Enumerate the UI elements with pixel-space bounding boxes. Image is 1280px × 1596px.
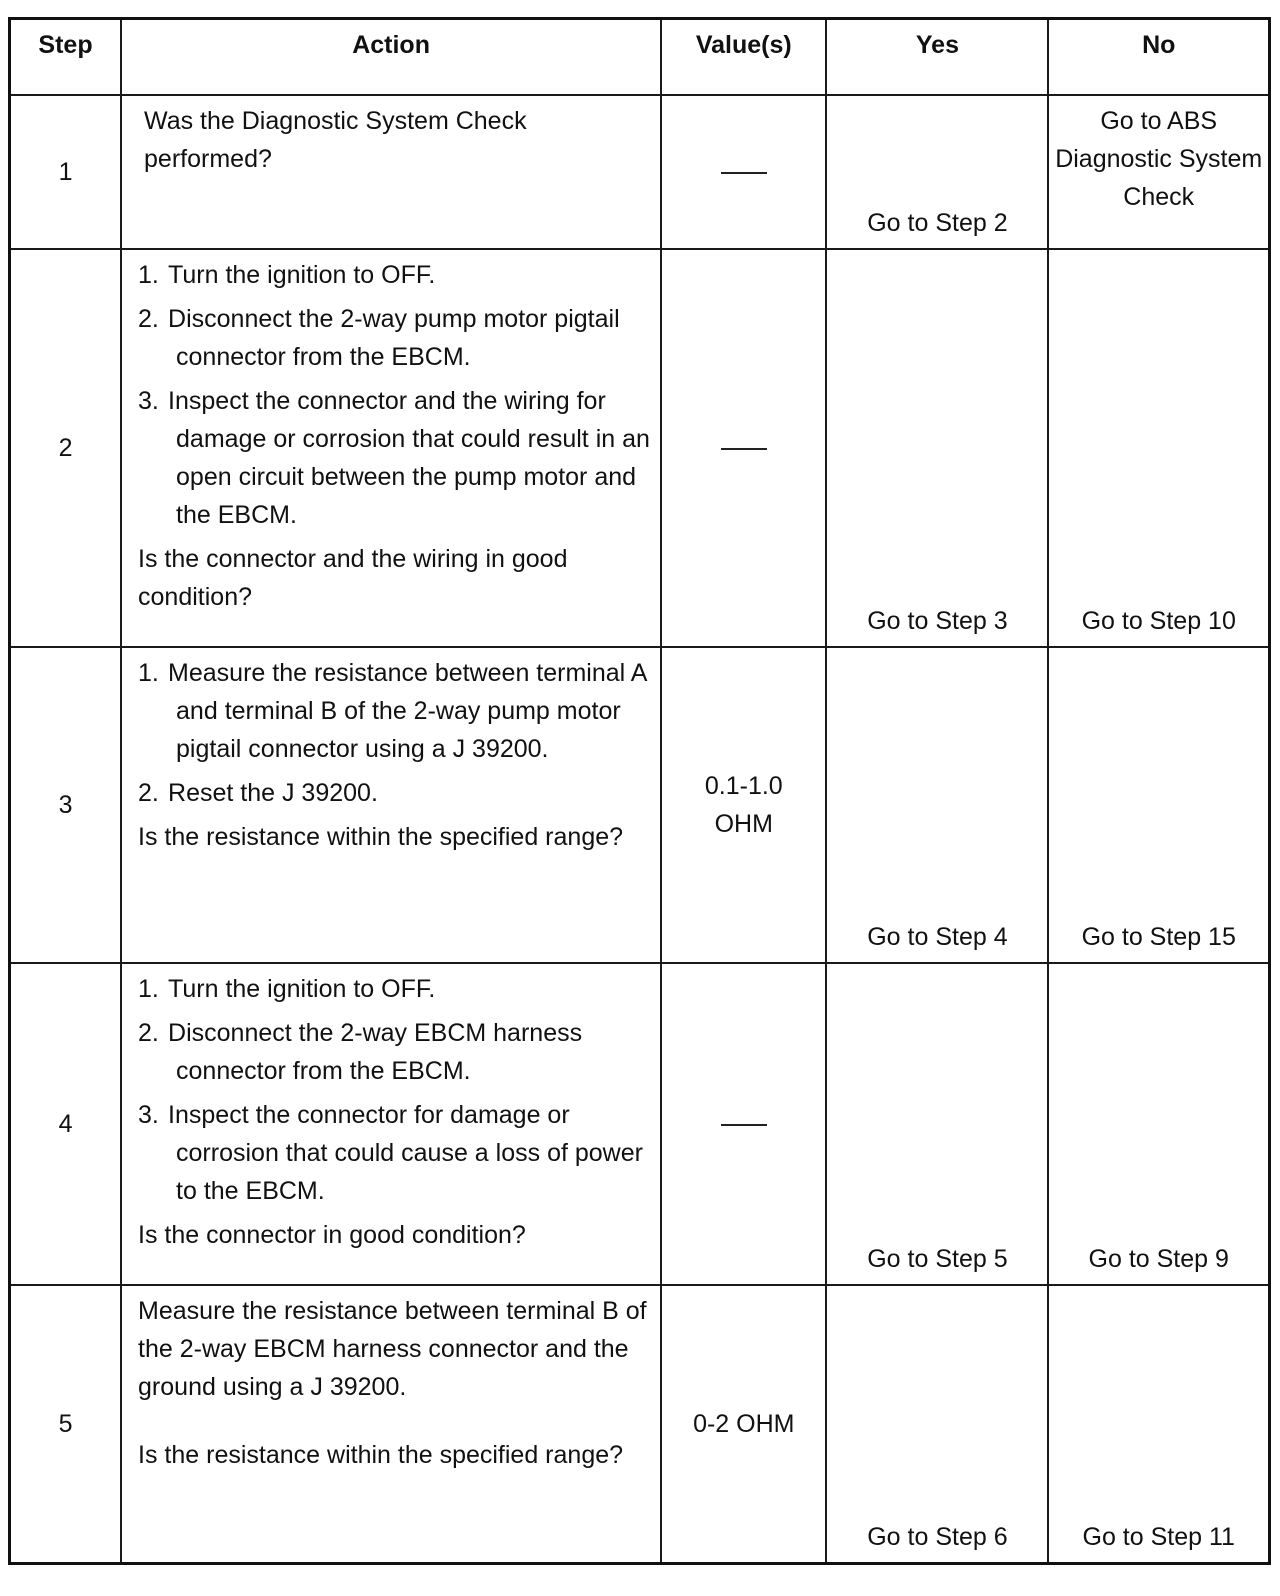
- step-number: 1: [10, 95, 122, 249]
- action-question: Is the resistance within the specified range?: [138, 823, 624, 851]
- action-item: 2. Reset the J 39200.: [138, 779, 378, 807]
- table-row: [10, 249, 1270, 647]
- step-number: 3: [10, 647, 122, 963]
- value-text: 0.1-1.0 OHM: [704, 772, 783, 838]
- value-cell: [661, 647, 826, 963]
- table-row: [10, 1285, 1270, 1563]
- action-cell: [121, 963, 661, 1285]
- step-number: 5: [10, 1285, 122, 1563]
- yes-cell: Go to Step 2: [826, 95, 1048, 249]
- action-item: 3. Inspect the connector for damage or corrosion that could cause a loss of power to the EBCM.: [138, 1101, 643, 1205]
- diagnostic-table: [8, 17, 1271, 1565]
- table-row: [10, 647, 1270, 963]
- header-step: Step: [10, 19, 122, 96]
- action-item: 1. Turn the ignition to OFF.: [138, 975, 436, 1003]
- action-item: 2. Disconnect the 2-way EBCM harness connector from the EBCM.: [138, 1019, 583, 1085]
- value-cell: 0-2 OHM: [661, 1285, 826, 1563]
- action-question: Is the resistance within the specified range?: [138, 1441, 624, 1469]
- yes-cell: Go to Step 3: [826, 249, 1048, 647]
- value-dash: [721, 1124, 767, 1126]
- header-yes: Yes: [826, 19, 1048, 96]
- no-cell: Go to Step 11: [1048, 1285, 1269, 1563]
- yes-cell: Go to Step 4: [826, 647, 1048, 963]
- yes-cell: Go to Step 5: [826, 963, 1048, 1285]
- value-cell: [661, 963, 826, 1285]
- action-cell: [121, 249, 661, 647]
- value-dash: [721, 448, 767, 450]
- value-cell: [661, 249, 826, 647]
- step-number: 4: [10, 963, 122, 1285]
- action-item: 1. Turn the ignition to OFF.: [138, 261, 436, 289]
- header-values: Value(s): [661, 19, 826, 96]
- value-cell: [661, 95, 826, 249]
- header-action: Action: [121, 19, 661, 96]
- table-row: [10, 95, 1270, 249]
- step-number: 2: [10, 249, 122, 647]
- action-cell: [121, 95, 661, 249]
- no-cell: Go to ABS Diagnostic System Check: [1048, 95, 1269, 249]
- header-no: No: [1048, 19, 1269, 96]
- yes-cell: Go to Step 6: [826, 1285, 1048, 1563]
- no-cell: Go to Step 10: [1048, 249, 1269, 647]
- action-item: 1. Measure the resistance between terminal A and terminal B of the 2-way pump motor pigtail connector using a J 39200.: [138, 659, 647, 763]
- table-row: [10, 963, 1270, 1285]
- action-instruction: Measure the resistance between terminal B of the 2-way EBCM harness connector and the ground using a J 39200.: [138, 1297, 647, 1401]
- action-item: 2. Disconnect the 2-way pump motor pigtail connector from the EBCM.: [138, 305, 620, 371]
- action-question: Is the connector and the wiring in good condition?: [138, 545, 568, 611]
- action-question: Is the connector in good condition?: [138, 1221, 526, 1249]
- no-cell: Go to Step 9: [1048, 963, 1269, 1285]
- action-item: 3. Inspect the connector and the wiring for damage or corrosion that could result in an open circuit between the pump motor and the EBCM.: [138, 387, 650, 529]
- action-cell: [121, 1285, 661, 1563]
- header-row: [10, 19, 1270, 96]
- value-dash: [721, 172, 767, 174]
- action-cell: [121, 647, 661, 963]
- action-question: Was the Diagnostic System Check performed?: [144, 107, 527, 173]
- no-cell: Go to Step 15: [1048, 647, 1269, 963]
